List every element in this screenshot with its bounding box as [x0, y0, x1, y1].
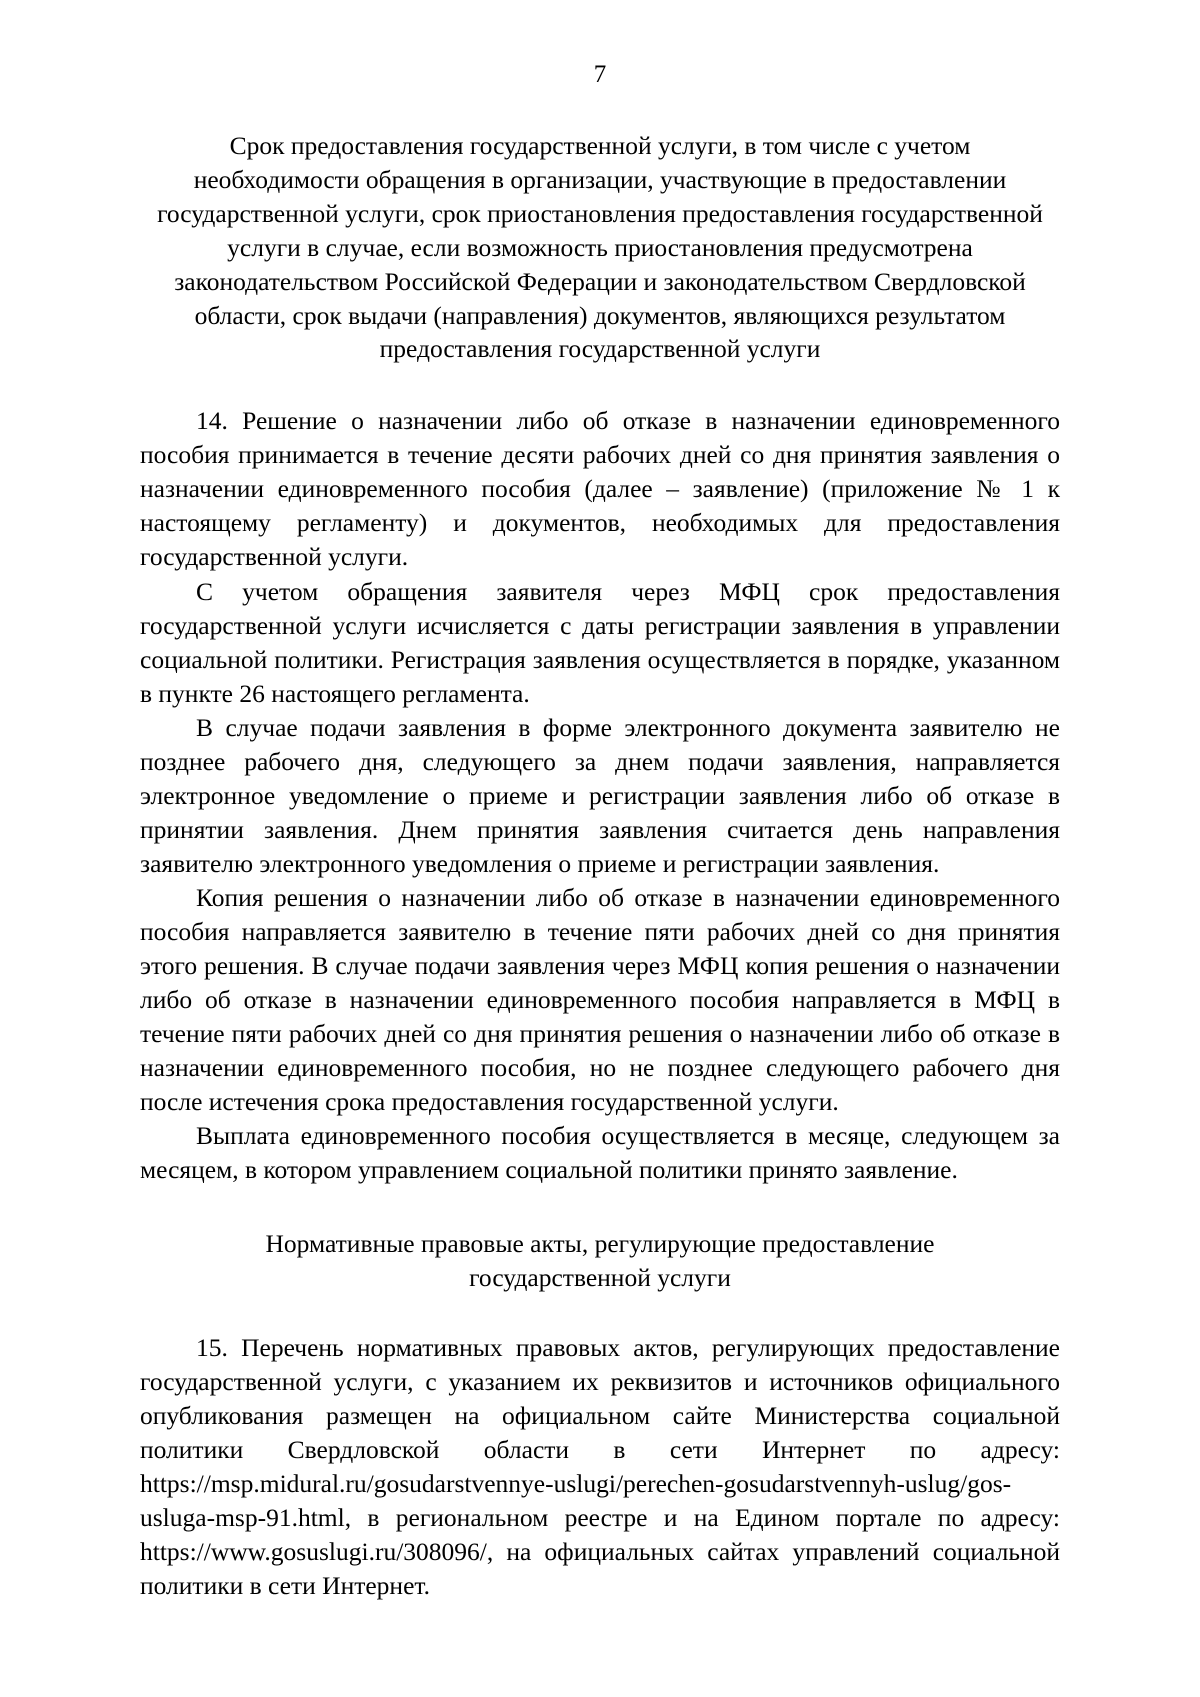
- heading-line-7: предоставления государственной услуги: [379, 334, 821, 364]
- paragraph-decision-copy: Копия решения о назначении либо об отказе в назначении единовременного пособия направляется заявителю в течение пяти рабочих дней со дня принятия этого решения. В случае подачи заявления через МФЦ копия решения о назначении либо об отказе в назначении единовременного пособия направляется в МФЦ в течение пяти рабочих дней со дня принятия решения о назначении либо об отказе в назначении единовременного пособия, но не позднее следующего рабочего дня после истечения срока предоставления государственной услуги.: [140, 882, 1060, 1116]
- document-body: [140, 404, 1060, 1187]
- heading-line-4: услуги в случае, если возможность приостановления предусмотрена: [227, 232, 973, 262]
- heading-line-2: необходимости обращения в организации, участвующие в предоставлении: [193, 164, 1007, 194]
- paragraph-15: 15. Перечень нормативных правовых актов, регулирующих предоставление государственной услуги, с указанием их реквизитов и источников официального опубликования размещен на официальном сайте Министерства социальной политики Свердловской области в сети Интернет по адресу: https://msp.midural.ru/gosudarstvennye-uslugi/perechen-gosudarstvennyh-uslug/gos-usluga-msp-91.html, в региональном реестре и на Едином портале по адресу: https://www.gosuslugi.ru/308096/, на официальных сайтах управлений социальной политики в сети Интернет.: [140, 1332, 1060, 1601]
- heading-line-6: области, срок выдачи (направления) документов, являющихся результатом: [194, 300, 1006, 330]
- page-number: 7: [593, 61, 607, 88]
- section-heading-line-1: Нормативные правовые акты, регулирующие предоставление: [265, 1229, 935, 1259]
- paragraph-mfc-term: С учетом обращения заявителя через МФЦ срок предоставления государственной услуги исчисляется с даты регистрации заявления в управлении социальной политики. Регистрация заявления осуществляется в порядке, указанном в пункте 26 настоящего регламента.: [140, 576, 1060, 708]
- document-heading: [140, 129, 1060, 366]
- heading-line-3: государственной услуги, срок приостановления предоставления государственной: [157, 198, 1043, 228]
- heading-line-1: Срок предоставления государственной услуги, в том числе с учетом: [229, 131, 971, 160]
- paragraph-payment: Выплата единовременного пособия осуществляется в месяце, следующем за месяцем, в котором управлением социальной политики принято заявление.: [140, 1121, 1060, 1185]
- paragraph-14: 14. Решение о назначении либо об отказе в назначении единовременного пособия принимается в течение десяти рабочих дней со дня принятия заявления о назначении единовременного пособия (далее – заявление) (приложение № 1 к настоящему регламенту) и документов, необходимых для предоставления государственной услуги.: [140, 406, 1060, 572]
- document-content: [140, 87, 1060, 1603]
- document-body-continued: [140, 1331, 1060, 1603]
- section-heading-line-2: государственной услуги: [469, 1262, 731, 1292]
- heading-line-5: законодательством Российской Федерации и законодательством Свердловской: [174, 266, 1026, 296]
- section-heading: [140, 1227, 1060, 1295]
- paragraph-electronic-application: В случае подачи заявления в форме электронного документа заявителю не позднее рабочего дня, следующего за днем подачи заявления, направляется электронное уведомление о приеме и регистрации заявления либо об отказе в принятии заявления. Днем принятия заявления считается день направления заявителю электронного уведомления о приеме и регистрации заявления.: [140, 712, 1060, 878]
